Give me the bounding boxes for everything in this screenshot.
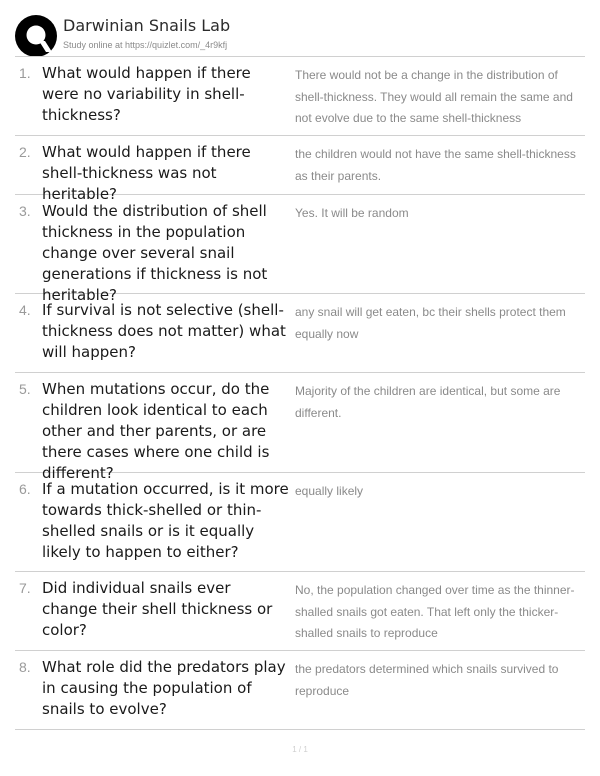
qa-item-5 <box>15 373 585 482</box>
qa-item-4 <box>15 294 585 373</box>
page-header <box>15 15 585 57</box>
page-number: 1 / 1 <box>292 745 308 754</box>
item-number: 8. <box>19 659 31 675</box>
qa-item-8 <box>15 651 585 730</box>
item-number: 6. <box>19 481 31 497</box>
qa-item-6 <box>15 473 585 572</box>
qa-item-1 <box>15 57 585 136</box>
qa-list <box>15 57 585 730</box>
qa-item-2 <box>15 136 585 203</box>
answer-text: There would not be a change in the distribution of shell-thickness. They would all remain the same and not evolve due to the same shell-thickness <box>295 68 573 125</box>
question-text: When mutations occur, do the children look identical to each other and ther parents, or are there cases where one child is different? <box>42 380 270 482</box>
answer-text: Majority of the children are identical, but some are different. <box>295 384 561 420</box>
item-number: 4. <box>19 302 31 318</box>
question-text: Would the distribution of shell thickness in the population change over several snail generations if thickness is not heritable? <box>42 202 268 304</box>
question-text: What role did the predators play in causing the population of snails to evolve? <box>42 658 286 718</box>
item-number: 2. <box>19 144 31 160</box>
item-number: 1. <box>19 65 31 81</box>
answer-text: equally likely <box>295 484 364 498</box>
question-text: Did individual snails ever change their shell thickness or color? <box>42 579 273 639</box>
item-number: 5. <box>19 381 31 397</box>
page-title: Darwinian Snails Lab <box>63 16 231 35</box>
item-number: 7. <box>19 580 31 596</box>
answer-text: the predators determined which snails survived to reproduce <box>295 662 559 698</box>
quizlet-q-logo-icon <box>15 15 57 57</box>
qa-item-7 <box>15 572 585 651</box>
question-text: What would happen if there were no variability in shell-thickness? <box>42 64 251 124</box>
answer-text: Yes. It will be random <box>295 206 409 220</box>
answer-text: the children would not have the same shell-thickness as their parents. <box>295 147 576 183</box>
question-text: What would happen if there shell-thickness was not heritable? <box>42 143 251 203</box>
item-number: 3. <box>19 203 31 219</box>
question-text: If survival is not selective (shell-thickness does not matter) what will happen? <box>42 301 286 361</box>
answer-text: any snail will get eaten, bc their shells protect them equally now <box>295 305 566 341</box>
question-text: If a mutation occurred, is it more towards thick-shelled or thin-shelled snails or is it equally likely to happen to either? <box>42 480 289 561</box>
qa-item-3 <box>15 195 585 304</box>
study-online-link[interactable]: Study online at https://quizlet.com/_4r9kfj <box>63 40 228 50</box>
answer-text: No, the population changed over time as the thinner-shalled snails got eaten. That left only the thicker-shalled snails to reproduce <box>295 583 575 640</box>
